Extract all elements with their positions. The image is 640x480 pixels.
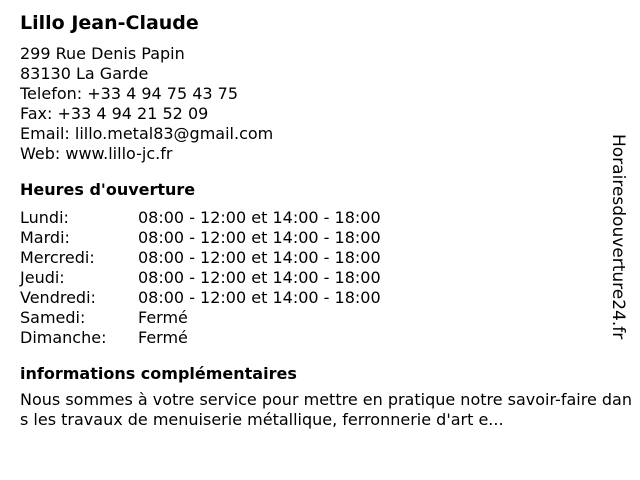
phone-line: Telefon: +33 4 94 75 43 75 [20,84,239,103]
watermark [604,134,634,344]
hours-row [20,308,620,328]
address-street: 299 Rue Denis Papin [20,44,185,63]
day-label: Mardi: [20,228,70,247]
address-city: 83130 La Garde [20,64,149,83]
hours-row [20,248,620,268]
day-hours: 08:00 - 12:00 et 14:00 - 18:00 [138,208,381,227]
day-hours: 08:00 - 12:00 et 14:00 - 18:00 [138,268,381,287]
day-label: Dimanche: [20,328,107,347]
day-label: Vendredi: [20,288,96,307]
business-card [20,10,632,430]
opening-hours-list [20,208,620,348]
day-hours: 08:00 - 12:00 et 14:00 - 18:00 [138,228,381,247]
hours-row [20,268,620,288]
hours-row [20,208,620,228]
additional-info-text: Nous sommes à votre service pour mettre en pratique notre savoir-faire dans les travaux de menuiserie métallique, ferronnerie d'art e... [20,390,632,429]
watermark-text: Horairesdouverture24.fr [608,134,628,340]
day-label: Lundi: [20,208,69,227]
fax-line: Fax: +33 4 94 21 52 09 [20,104,209,123]
email-line: Email: lillo.metal83@gmail.com [20,124,274,143]
day-hours: 08:00 - 12:00 et 14:00 - 18:00 [138,288,381,307]
business-name: Lillo Jean-Claude [20,12,199,34]
hours-row [20,288,620,308]
website-line: Web: www.lillo-jc.fr [20,144,173,163]
hours-row [20,328,620,348]
additional-info-heading: informations complémentaires [20,364,297,383]
day-hours: 08:00 - 12:00 et 14:00 - 18:00 [138,248,381,267]
hours-row [20,228,620,248]
day-label: Mercredi: [20,248,95,267]
day-label: Samedi: [20,308,86,327]
day-label: Jeudi: [20,268,65,287]
day-hours: Fermé [138,328,188,347]
day-hours: Fermé [138,308,188,327]
opening-hours-heading: Heures d'ouverture [20,180,196,199]
